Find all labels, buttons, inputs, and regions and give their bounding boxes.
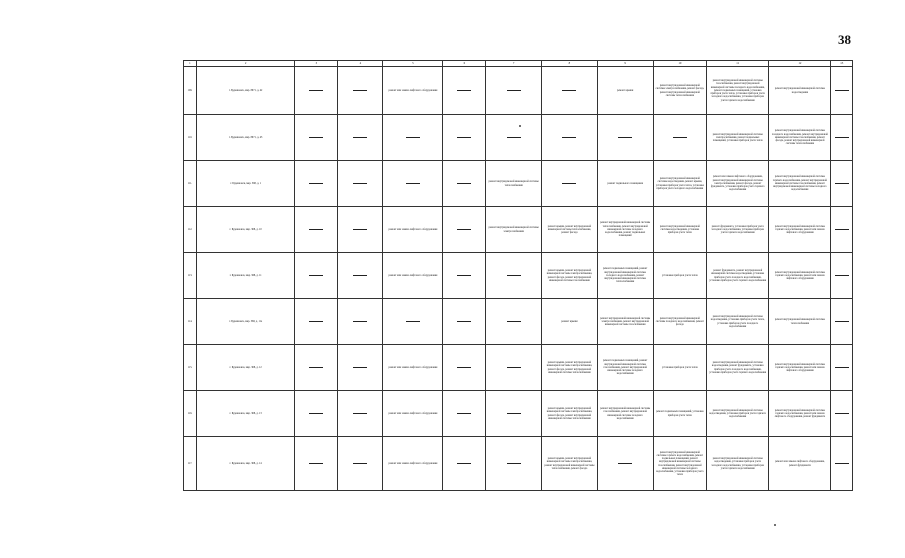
- work-cell: ремонт крыши, ремонт внутридомовой инженерной системы теплоснабжения, ремонт фасада: [542, 207, 598, 253]
- empty-cell-dash: [338, 391, 383, 437]
- empty-cell-dash: [831, 161, 853, 207]
- dash-mark: [618, 463, 632, 464]
- work-cell: ремонт внутридомовой инженерной системы водоотведения, установка приборов учета тепла, установка приборов учета холодного водоснабжения: [707, 299, 769, 345]
- work-cell: ремонт внутридомовой инженерной системы горячего водоснабжения, ремонт или замена лифтового оборудования: [769, 345, 831, 391]
- dash-mark: [562, 137, 576, 138]
- dash-mark: [309, 229, 323, 230]
- empty-cell-dash: [486, 437, 542, 491]
- work-cell: ремонт внутридомовой инженерной системы горячего водоснабжения, ремонт или замена лифтового оборудования: [769, 253, 831, 299]
- work-cell: ремонт внутридомовой инженерной системы горячего водоснабжения, ремонт подвальных помещений, ремонт внутридомовой инженерной системы газоснабжения, ремонт внутридомовой инженерной системы холодного водоснабжения, установка приборов учета тепла: [653, 437, 707, 491]
- work-cell: ремонт внутридомовой инженерной системы электроснабжения, ремонт внутридомовой инженерной системы газоснабжения: [597, 299, 653, 345]
- column-number: 11: [707, 61, 769, 67]
- dash-mark: [406, 183, 420, 184]
- empty-cell-dash: [338, 115, 383, 161]
- scan-speck: [519, 125, 521, 127]
- dash-mark: [507, 367, 521, 368]
- dash-mark: [835, 137, 849, 138]
- row-number: 110.: [184, 115, 197, 161]
- work-cell: ремонт крыши: [542, 299, 598, 345]
- work-cell: ремонт внутридомовой инженерной системы водоотведения, установка приборов учета холодного водоснабжения, установка приборов учета горячего водоснабжения: [707, 437, 769, 491]
- work-cell: ремонт или замена лифтового оборудования: [383, 67, 443, 115]
- dash-mark: [353, 463, 367, 464]
- work-cell: ремонт внутридомовой инженерной системы водоотведения, установка приборов учета горячего водоснабжения: [707, 391, 769, 437]
- work-cell: ремонт подвального помещения: [597, 161, 653, 207]
- empty-cell-dash: [295, 345, 338, 391]
- dash-mark: [507, 90, 521, 91]
- column-number: 3: [295, 61, 338, 67]
- dash-mark: [457, 183, 471, 184]
- empty-cell-dash: [542, 67, 598, 115]
- work-cell: ремонт внутридомовой инженерной системы газоснабжения, ремонт внутридомовой инженерной системы холодного водоснабжения, ремонт подвальных помещений, установка приборов учета тепла, установка приборов учета холодного водоснабжения, установка приборов учета горячего водоснабжения: [707, 67, 769, 115]
- scan-speck: [774, 524, 776, 526]
- dash-mark: [353, 90, 367, 91]
- dash-mark: [309, 367, 323, 368]
- empty-cell-dash: [486, 391, 542, 437]
- dash-mark: [835, 183, 849, 184]
- empty-cell-dash: [486, 115, 542, 161]
- empty-cell-dash: [831, 253, 853, 299]
- dash-mark: [835, 90, 849, 91]
- work-cell: ремонт внутридомовой инженерной системы газоснабжения, ремонт внутридомовой инженерной системы холодного водоснабжения: [597, 391, 653, 437]
- work-cell: ремонт внутридомовой инженерной системы горячего водоснабжения, ремонт внутридомовой инженерной системы газоснабжения, ремонт внутридомовой инженерной системы холодного водоснабжения: [769, 161, 831, 207]
- empty-cell-dash: [831, 67, 853, 115]
- empty-cell-dash: [295, 299, 338, 345]
- row-number: 115.: [184, 345, 197, 391]
- empty-cell-dash: [443, 253, 486, 299]
- address-cell: г. Буденновск, мкр. 368, д. 14: [196, 437, 295, 491]
- dash-mark: [309, 137, 323, 138]
- dash-mark: [618, 137, 632, 138]
- empty-cell-dash: [831, 391, 853, 437]
- dash-mark: [457, 137, 471, 138]
- work-cell: ремонт внутридомовой инженерной системы горячего водоснабжения, ремонт или замена лифтового оборудования, ремонт фундамента: [769, 391, 831, 437]
- empty-cell-dash: [542, 161, 598, 207]
- empty-cell-dash: [383, 115, 443, 161]
- work-cell: ремонт внутридомовой инженерной системы электроснабжения, ремонт фасада, ремонт внутридомовой инженерной системы теплоснабжения: [653, 67, 707, 115]
- work-cell: ремонт внутридомовой инженерной системы теплоснабжения: [769, 299, 831, 345]
- work-cell: ремонт внутридомовой инженерной системы водоотведения, ремонт фундамента, установка приборов учета холодного водоснабжения, установка приборов учета горячего водоснабжения: [707, 345, 769, 391]
- dash-mark: [507, 413, 521, 414]
- address-cell: г. Буденновск, мкр. 368, д. 13: [196, 391, 295, 437]
- empty-cell-dash: [295, 161, 338, 207]
- dash-mark: [457, 321, 471, 322]
- empty-cell-dash: [443, 437, 486, 491]
- row-number: 112.: [184, 207, 197, 253]
- dash-mark: [835, 229, 849, 230]
- dash-mark: [835, 463, 849, 464]
- column-number: 2: [196, 61, 295, 67]
- work-cell: ремонт или замена лифтового оборудования: [383, 391, 443, 437]
- empty-cell-dash: [486, 345, 542, 391]
- dash-mark: [562, 183, 576, 184]
- work-cell: ремонт крыши: [597, 67, 653, 115]
- column-number: 9: [597, 61, 653, 67]
- column-number: 1: [184, 61, 197, 67]
- empty-cell-dash: [597, 437, 653, 491]
- address-cell: г. Буденновск, мкр. 368, д. 1: [196, 161, 295, 207]
- empty-cell-dash: [831, 115, 853, 161]
- dash-mark: [406, 137, 420, 138]
- empty-cell-dash: [831, 299, 853, 345]
- table-row: [184, 207, 853, 253]
- table-row: [184, 345, 853, 391]
- empty-cell-dash: [338, 207, 383, 253]
- dash-mark: [457, 367, 471, 368]
- work-cell: ремонт или замена лифтового оборудования: [383, 345, 443, 391]
- column-number: 4: [338, 61, 383, 67]
- work-cell: ремонт внутридомовой инженерной системы водоотведения, ремонт крыши, установка приборов учета тепла, установка приборов учета холодного водоснабжения: [653, 161, 707, 207]
- repair-schedule-table: [183, 60, 853, 491]
- work-cell: ремонт или замена лифтового оборудования: [383, 253, 443, 299]
- dash-mark: [309, 321, 323, 322]
- address-cell: г. Буденновск, мкр. 368, д. 11: [196, 253, 295, 299]
- row-number: 114.: [184, 299, 197, 345]
- dash-mark: [309, 463, 323, 464]
- work-cell: ремонт внутридомовой инженерной системы теплоснабжения: [486, 161, 542, 207]
- address-cell: г. Буденновск, мкр. 368, д. 11а: [196, 299, 295, 345]
- dash-mark: [835, 321, 849, 322]
- column-number: 6: [443, 61, 486, 67]
- empty-cell-dash: [443, 299, 486, 345]
- address-cell: г. Буденновск, мкр. 368, д. 10: [196, 207, 295, 253]
- empty-cell-dash: [338, 345, 383, 391]
- empty-cell-dash: [443, 207, 486, 253]
- empty-cell-dash: [831, 345, 853, 391]
- work-cell: ремонт крыши, ремонт внутридомовой инженерной системы электроснабжения, ремонт фасада, ремонт внутридомовой инженерной системы газоснабжения: [542, 253, 598, 299]
- empty-cell-dash: [295, 207, 338, 253]
- table-row: [184, 391, 853, 437]
- work-cell: ремонт подвальных помещений, ремонт внутридомовой инженерной системы газоснабжения, ремонт внутридомовой инженерной системы холодного водоснабжения: [597, 345, 653, 391]
- dash-mark: [457, 229, 471, 230]
- work-cell: ремонт внутридомовой инженерной системы водоотведения, установка приборов учета тепла: [653, 207, 707, 253]
- work-cell: ремонт внутридомовой инженерной системы холодного водоснабжения, ремонт фасада: [653, 299, 707, 345]
- table-row: [184, 299, 853, 345]
- dash-mark: [835, 275, 849, 276]
- dash-mark: [507, 463, 521, 464]
- column-number: 5: [383, 61, 443, 67]
- work-cell: ремонт внутридомовой инженерной системы водоотведения: [769, 67, 831, 115]
- table-row: [184, 161, 853, 207]
- work-cell: ремонт или замена лифтового оборудования, ремонт фундамента: [769, 437, 831, 491]
- dash-mark: [353, 367, 367, 368]
- column-number: 13: [831, 61, 853, 67]
- page-number: 38: [838, 32, 851, 47]
- table-row: [184, 67, 853, 115]
- empty-cell-dash: [486, 67, 542, 115]
- empty-cell-dash: [443, 67, 486, 115]
- address-cell: г. Буденновск, мкр. 8671, д. 42: [196, 67, 295, 115]
- empty-cell-dash: [383, 299, 443, 345]
- dash-mark: [835, 367, 849, 368]
- empty-cell-dash: [295, 253, 338, 299]
- empty-cell-dash: [542, 115, 598, 161]
- dash-mark: [353, 413, 367, 414]
- empty-cell-dash: [486, 253, 542, 299]
- dash-mark: [353, 183, 367, 184]
- empty-cell-dash: [295, 67, 338, 115]
- empty-cell-dash: [295, 391, 338, 437]
- dash-mark: [353, 137, 367, 138]
- empty-cell-dash: [597, 115, 653, 161]
- work-cell: ремонт подвальных помещений, ремонт внутридомовой инженерной системы холодного водоснабжения, ремонт внутридомовой инженерной системы теплоснабжения: [597, 253, 653, 299]
- empty-cell-dash: [338, 437, 383, 491]
- column-number: 12: [769, 61, 831, 67]
- dash-mark: [309, 275, 323, 276]
- work-cell: установка приборов учета тепла: [653, 345, 707, 391]
- dash-mark: [406, 321, 420, 322]
- work-cell: ремонт или замена лифтового оборудования: [383, 207, 443, 253]
- dash-mark: [353, 321, 367, 322]
- empty-cell-dash: [338, 253, 383, 299]
- table-row: [184, 253, 853, 299]
- work-cell: установка приборов учета тепла: [653, 253, 707, 299]
- work-cell: ремонт крыши, ремонт внутридомовой инженерной системы электроснабжения, ремонт фасада, ремонт внутридомовой инженерной системы теплоснабжения: [542, 345, 598, 391]
- empty-cell-dash: [653, 115, 707, 161]
- work-cell: ремонт фундамента, установка приборов учета холодного водоснабжения, установка приборов учета горячего водоснабжения: [707, 207, 769, 253]
- work-cell: ремонт внутридомовой инженерной системы электроснабжения, ремонт подвальных помещений, установка приборов учета тепла: [707, 115, 769, 161]
- empty-cell-dash: [443, 391, 486, 437]
- empty-cell-dash: [486, 299, 542, 345]
- dash-mark: [673, 137, 687, 138]
- empty-cell-dash: [443, 115, 486, 161]
- dash-mark: [309, 413, 323, 414]
- work-cell: ремонт фундамента, ремонт внутридомовой инженерной системы водоотведения, установка приборов учета холодного водоснабжения, установка приборов учета горячего водоснабжения: [707, 253, 769, 299]
- row-number: 109.: [184, 67, 197, 115]
- dash-mark: [507, 137, 521, 138]
- dash-mark: [309, 90, 323, 91]
- dash-mark: [353, 229, 367, 230]
- work-cell: ремонт внутридомовой инженерной системы горячего водоснабжения, ремонт или замена лифтового оборудования: [769, 207, 831, 253]
- table-row: [184, 115, 853, 161]
- dash-mark: [457, 90, 471, 91]
- dash-mark: [835, 413, 849, 414]
- dash-mark: [309, 183, 323, 184]
- dash-mark: [562, 90, 576, 91]
- work-cell: ремонт крыши, ремонт внутридомовой инженерной системы электроснабжения, ремонт внутридомовой инженерной системы теплоснабжения, ремонт фасада: [542, 437, 598, 491]
- work-cell: ремонт внутридомовой инженерной системы электроснабжения: [486, 207, 542, 253]
- row-number: 116.: [184, 391, 197, 437]
- dash-mark: [457, 413, 471, 414]
- work-cell: ремонт или замена лифтового оборудования: [383, 437, 443, 491]
- row-number: 111.: [184, 161, 197, 207]
- work-cell: ремонт подвальных помещений, установка приборов учета тепла: [653, 391, 707, 437]
- row-number: 117.: [184, 437, 197, 491]
- column-number: 7: [486, 61, 542, 67]
- empty-cell-dash: [443, 161, 486, 207]
- empty-cell-dash: [383, 161, 443, 207]
- address-cell: г. Буденновск, мкр. 368, д. 12: [196, 345, 295, 391]
- work-cell: ремонт крыши, ремонт внутридомовой инженерной системы электроснабжения, ремонт фасада, ремонт внутридомовой инженерной системы теплоснабжения: [542, 391, 598, 437]
- address-cell: г. Буденновск, мкр. 8671, д. 43: [196, 115, 295, 161]
- empty-cell-dash: [295, 115, 338, 161]
- dash-mark: [507, 275, 521, 276]
- table-row: [184, 437, 853, 491]
- work-cell: ремонт или замена лифтового оборудования, ремонт внутридомовой инженерной системы электроснабжения, ремонт фасада, ремонт фундамента, установка приборов учета горячего водоснабжения: [707, 161, 769, 207]
- work-cell: ремонт внутридомовой инженерной системы холодного водоснабжения, ремонт внутридомовой инженерной системы газоснабжения, ремонт фасада, ремонт внутридомовой инженерной системы теплоснабжения: [769, 115, 831, 161]
- empty-cell-dash: [338, 67, 383, 115]
- dash-mark: [507, 321, 521, 322]
- column-number: 8: [542, 61, 598, 67]
- dash-mark: [353, 275, 367, 276]
- dash-mark: [457, 275, 471, 276]
- empty-cell-dash: [443, 345, 486, 391]
- work-cell: ремонт внутридомовой инженерной системы теплоснабжения, ремонт внутридомовой инженерной системы холодного водоснабжения, ремонт подвальных помещений: [597, 207, 653, 253]
- row-number: 113.: [184, 253, 197, 299]
- empty-cell-dash: [295, 437, 338, 491]
- empty-cell-dash: [338, 299, 383, 345]
- empty-cell-dash: [338, 161, 383, 207]
- empty-cell-dash: [831, 207, 853, 253]
- column-number: 10: [653, 61, 707, 67]
- empty-cell-dash: [831, 437, 853, 491]
- dash-mark: [457, 463, 471, 464]
